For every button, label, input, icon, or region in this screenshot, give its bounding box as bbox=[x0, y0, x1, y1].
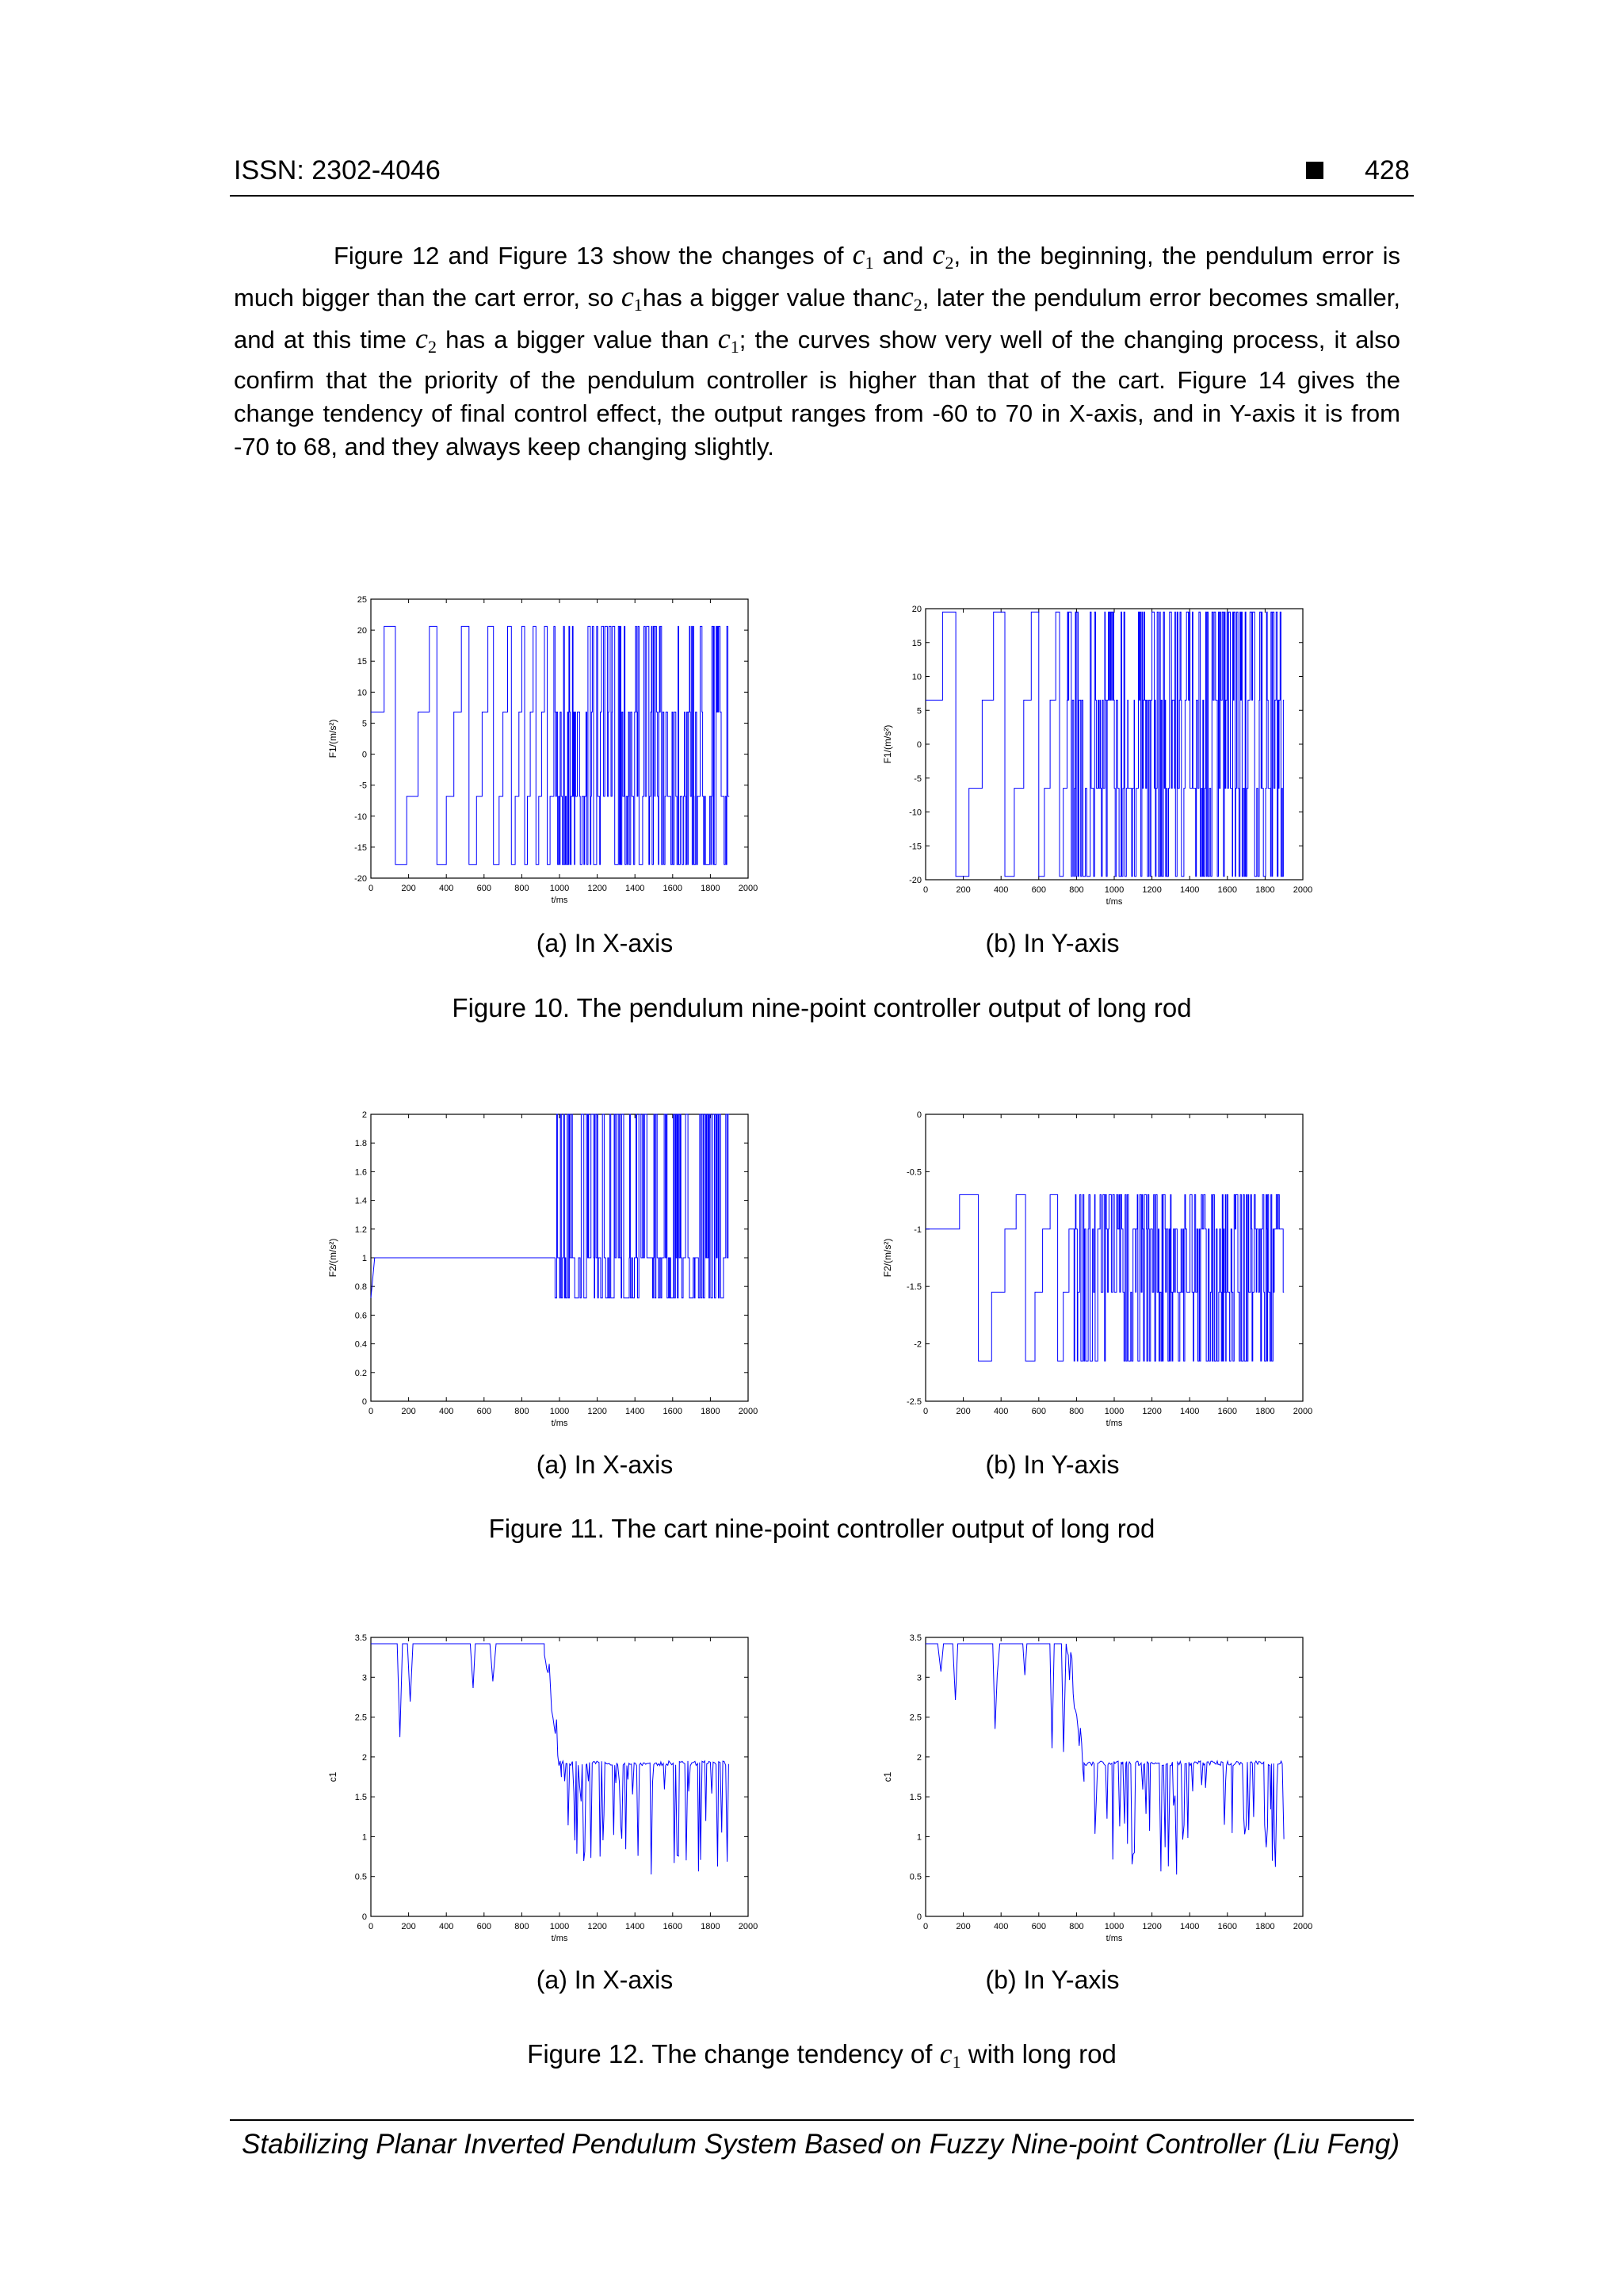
y-tick-label: -5 bbox=[359, 781, 367, 791]
y-tick-label: 0.5 bbox=[354, 1872, 367, 1882]
y-tick-label: 2.5 bbox=[909, 1713, 922, 1723]
x-tick-label: 2000 bbox=[1293, 1922, 1313, 1931]
running-footer: Stabilizing Planar Inverted Pendulum System Based on Fuzzy Nine-point Controller (Liu Feng) bbox=[242, 2129, 1400, 2160]
body-text-segment: , later the pendulum error becomes smaller, and at this time bbox=[234, 284, 1400, 353]
x-tick-label: 1600 bbox=[1217, 1922, 1238, 1931]
y-tick-label: 0.6 bbox=[354, 1311, 367, 1321]
x-tick-label: 600 bbox=[476, 1922, 491, 1931]
x-tick-label: 1800 bbox=[701, 1922, 720, 1931]
y-tick-label: 1.6 bbox=[354, 1167, 367, 1178]
x-tick-label: 0 bbox=[368, 884, 374, 893]
x-axis-label: t/ms bbox=[1106, 1934, 1123, 1943]
body-text-segment: has a bigger value than bbox=[642, 284, 901, 311]
x-axis-label: t/ms bbox=[551, 1419, 568, 1428]
variable-c1: $c_1$ bbox=[852, 239, 874, 273]
body-text-segment: has a bigger value than bbox=[445, 326, 709, 353]
x-tick-label: 1200 bbox=[587, 884, 607, 893]
y-tick-label: 1 bbox=[916, 1832, 922, 1843]
y-tick-label: -0.5 bbox=[907, 1167, 922, 1178]
journal-issn: ISSN: 2302-4046 bbox=[234, 155, 441, 185]
x-tick-label: 400 bbox=[994, 1407, 1009, 1416]
x-tick-label: 1000 bbox=[549, 884, 570, 893]
y-tick-label: 0 bbox=[361, 1912, 367, 1922]
y-tick-label: 0.2 bbox=[354, 1368, 367, 1378]
y-axis-label: F1/(m/s²) bbox=[327, 719, 338, 758]
y-tick-label: 3.5 bbox=[909, 1633, 922, 1643]
chart-fig10b bbox=[872, 596, 1316, 929]
y-tick-label: 0 bbox=[916, 740, 922, 750]
subcaption-fig10a: (a) In X-axis bbox=[536, 929, 674, 957]
x-tick-label: 1000 bbox=[1104, 1922, 1125, 1931]
y-tick-label: 0.5 bbox=[909, 1872, 922, 1882]
y-axis-label: c1 bbox=[882, 1771, 893, 1782]
y-tick-label: 0 bbox=[361, 750, 367, 760]
y-tick-label: -10 bbox=[909, 808, 922, 818]
body-paragraph bbox=[234, 238, 1400, 464]
x-tick-label: 400 bbox=[439, 884, 454, 893]
x-tick-label: 800 bbox=[514, 1407, 529, 1416]
body-text-segment: ; the curves show very well of the changing process, it also confirm that the priority of the pendulum controller is higher than that of the cart. Figure 14 gives the change tendency of final control effect, the output ranges from -60 to 70 in X-axis, and in Y-axis it is from -70 to 68, and they always keep changing slightly. bbox=[234, 326, 1400, 460]
figure-10-caption: Figure 10. The pendulum nine-point controller output of long rod bbox=[452, 993, 1192, 1022]
x-tick-label: 1400 bbox=[1179, 1922, 1200, 1931]
y-tick-label: -20 bbox=[354, 874, 367, 884]
y-tick-label: -2.5 bbox=[907, 1397, 922, 1407]
y-tick-label: 3 bbox=[361, 1673, 367, 1683]
chart-fig11b bbox=[872, 1102, 1316, 1450]
y-tick-label: 1 bbox=[361, 1254, 367, 1263]
subcaption-fig12a: (a) In X-axis bbox=[536, 1966, 674, 1994]
y-tick-label: -5 bbox=[914, 774, 922, 784]
y-tick-label: 1.5 bbox=[354, 1793, 367, 1803]
y-tick-label: -2 bbox=[914, 1339, 922, 1350]
x-tick-label: 1000 bbox=[1104, 885, 1125, 895]
x-tick-label: 1800 bbox=[701, 884, 720, 893]
y-axis-label: c1 bbox=[327, 1771, 338, 1782]
x-tick-label: 1000 bbox=[549, 1922, 570, 1931]
plot-frame bbox=[371, 1637, 748, 1916]
chart-fig12b bbox=[872, 1625, 1316, 1966]
x-tick-label: 800 bbox=[514, 884, 529, 893]
y-tick-label: 3 bbox=[916, 1673, 922, 1683]
y-tick-label: 10 bbox=[357, 688, 367, 698]
x-axis-label: t/ms bbox=[551, 896, 568, 905]
x-tick-label: 400 bbox=[439, 1407, 454, 1416]
y-tick-label: -20 bbox=[909, 876, 922, 885]
y-tick-label: 1.2 bbox=[354, 1224, 367, 1235]
x-axis-label: t/ms bbox=[551, 1934, 568, 1943]
x-tick-label: 1400 bbox=[624, 1407, 645, 1416]
x-tick-label: 1800 bbox=[701, 1407, 720, 1416]
header-square-marker bbox=[1306, 162, 1323, 179]
y-tick-label: -15 bbox=[909, 842, 922, 852]
subcaption-fig11b: (b) In Y-axis bbox=[985, 1450, 1120, 1479]
y-tick-label: 20 bbox=[911, 605, 922, 614]
y-tick-label: 5 bbox=[361, 719, 367, 729]
variable-c2: $c_2$ bbox=[932, 239, 954, 273]
x-tick-label: 1200 bbox=[587, 1407, 607, 1416]
header-rule bbox=[230, 195, 1414, 197]
y-tick-label: 3.5 bbox=[354, 1633, 367, 1643]
x-axis-label: t/ms bbox=[1106, 897, 1123, 907]
x-tick-label: 200 bbox=[401, 884, 416, 893]
figure-11-caption: Figure 11. The cart nine-point controller output of long rod bbox=[488, 1514, 1155, 1543]
y-tick-label: 2 bbox=[361, 1752, 367, 1763]
x-tick-label: 600 bbox=[476, 1407, 491, 1416]
subcaption-fig11a: (a) In X-axis bbox=[536, 1450, 674, 1479]
subcaption-fig10b: (b) In Y-axis bbox=[985, 929, 1120, 957]
y-tick-label: 1 bbox=[361, 1832, 367, 1843]
x-tick-label: 0 bbox=[368, 1407, 374, 1416]
x-tick-label: 600 bbox=[1031, 885, 1046, 895]
x-tick-label: 800 bbox=[1069, 1922, 1084, 1931]
x-tick-label: 400 bbox=[994, 885, 1009, 895]
x-tick-label: 200 bbox=[956, 1407, 971, 1416]
plot-frame bbox=[926, 1637, 1303, 1916]
y-tick-label: 0 bbox=[361, 1397, 367, 1407]
x-tick-label: 2000 bbox=[1293, 1407, 1313, 1416]
x-tick-label: 200 bbox=[401, 1922, 416, 1931]
y-tick-label: 25 bbox=[357, 595, 367, 605]
page-number: 428 bbox=[1365, 155, 1410, 185]
y-tick-label: 0.4 bbox=[354, 1339, 367, 1350]
y-tick-label: 2 bbox=[916, 1752, 922, 1763]
caption-text: with long rod bbox=[968, 2039, 1117, 2069]
x-tick-label: 1200 bbox=[1142, 1407, 1162, 1416]
x-tick-label: 0 bbox=[922, 1407, 929, 1416]
chart-fig12a bbox=[317, 1625, 761, 1966]
x-tick-label: 400 bbox=[439, 1922, 454, 1931]
y-axis-label: F2/(m/s²) bbox=[327, 1238, 338, 1278]
variable-c1: $c_1$ bbox=[621, 281, 643, 315]
x-tick-label: 2000 bbox=[738, 884, 758, 893]
y-tick-label: 1.8 bbox=[354, 1139, 367, 1149]
figure-12-caption bbox=[230, 2037, 1414, 2073]
x-tick-label: 1600 bbox=[663, 1922, 683, 1931]
x-tick-label: 1000 bbox=[1104, 1407, 1125, 1416]
y-tick-label: 2.5 bbox=[354, 1713, 367, 1723]
x-tick-label: 600 bbox=[1031, 1407, 1046, 1416]
x-tick-label: 400 bbox=[994, 1922, 1009, 1931]
x-tick-label: 0 bbox=[368, 1922, 374, 1931]
y-tick-label: 1.5 bbox=[909, 1793, 922, 1803]
x-tick-label: 200 bbox=[401, 1407, 416, 1416]
y-tick-label: 2 bbox=[361, 1110, 367, 1120]
x-tick-label: 2000 bbox=[738, 1922, 758, 1931]
x-tick-label: 2000 bbox=[1293, 885, 1313, 895]
footer-rule bbox=[230, 2119, 1414, 2121]
x-tick-label: 1400 bbox=[1179, 1407, 1200, 1416]
x-tick-label: 1600 bbox=[663, 1407, 683, 1416]
y-tick-label: -1.5 bbox=[907, 1282, 922, 1293]
y-tick-label: 0.8 bbox=[354, 1282, 367, 1293]
y-tick-label: 5 bbox=[916, 706, 922, 716]
body-text-segment: and bbox=[882, 242, 924, 269]
y-tick-label: 1.4 bbox=[354, 1196, 367, 1206]
y-tick-label: -15 bbox=[354, 842, 367, 853]
x-tick-label: 1200 bbox=[587, 1922, 607, 1931]
variable-c1: $c_1$ bbox=[939, 2038, 961, 2072]
caption-text: Figure 12. The change tendency of bbox=[527, 2039, 933, 2069]
x-tick-label: 1800 bbox=[1255, 1407, 1275, 1416]
x-tick-label: 800 bbox=[1069, 885, 1084, 895]
chart-fig10a bbox=[317, 586, 761, 927]
y-tick-label: -1 bbox=[914, 1224, 922, 1235]
y-tick-label: 0 bbox=[916, 1110, 922, 1120]
x-tick-label: 1400 bbox=[624, 884, 645, 893]
x-tick-label: 800 bbox=[514, 1922, 529, 1931]
x-tick-label: 1600 bbox=[1217, 885, 1238, 895]
body-text-segment: Figure 12 and Figure 13 show the changes of bbox=[334, 242, 844, 269]
variable-c2: $c_2$ bbox=[414, 323, 437, 357]
x-tick-label: 1600 bbox=[663, 884, 683, 893]
x-tick-label: 600 bbox=[1031, 1922, 1046, 1931]
x-tick-label: 1400 bbox=[1179, 885, 1200, 895]
variable-c1: $c_1$ bbox=[717, 323, 739, 357]
y-tick-label: 15 bbox=[357, 657, 367, 667]
x-tick-label: 800 bbox=[1069, 1407, 1084, 1416]
body-text-segment: , in the beginning, the pendulum error is much bigger than the cart error, so bbox=[234, 242, 1400, 311]
x-tick-label: 1800 bbox=[1255, 885, 1275, 895]
y-tick-label: 10 bbox=[911, 672, 922, 682]
chart-fig11a bbox=[317, 1102, 761, 1450]
x-tick-label: 200 bbox=[956, 1922, 971, 1931]
subcaption-fig12b: (b) In Y-axis bbox=[985, 1966, 1120, 1994]
x-axis-label: t/ms bbox=[1106, 1419, 1123, 1428]
y-tick-label: 20 bbox=[357, 626, 367, 636]
y-axis-label: F1/(m/s²) bbox=[882, 724, 893, 764]
x-tick-label: 1200 bbox=[1142, 1922, 1162, 1931]
x-tick-label: 1800 bbox=[1255, 1922, 1275, 1931]
x-tick-label: 1600 bbox=[1217, 1407, 1238, 1416]
x-tick-label: 0 bbox=[922, 1922, 929, 1931]
x-tick-label: 2000 bbox=[738, 1407, 758, 1416]
y-tick-label: 15 bbox=[911, 638, 922, 648]
x-tick-label: 200 bbox=[956, 885, 971, 895]
x-tick-label: 1200 bbox=[1142, 885, 1162, 895]
x-tick-label: 1400 bbox=[624, 1922, 645, 1931]
variable-c2: $c_2$ bbox=[900, 281, 922, 315]
y-tick-label: 0 bbox=[916, 1912, 922, 1922]
y-tick-label: -10 bbox=[354, 812, 367, 822]
y-axis-label: F2/(m/s²) bbox=[882, 1238, 893, 1278]
x-tick-label: 600 bbox=[476, 884, 491, 893]
x-tick-label: 0 bbox=[922, 885, 929, 895]
x-tick-label: 1000 bbox=[549, 1407, 570, 1416]
